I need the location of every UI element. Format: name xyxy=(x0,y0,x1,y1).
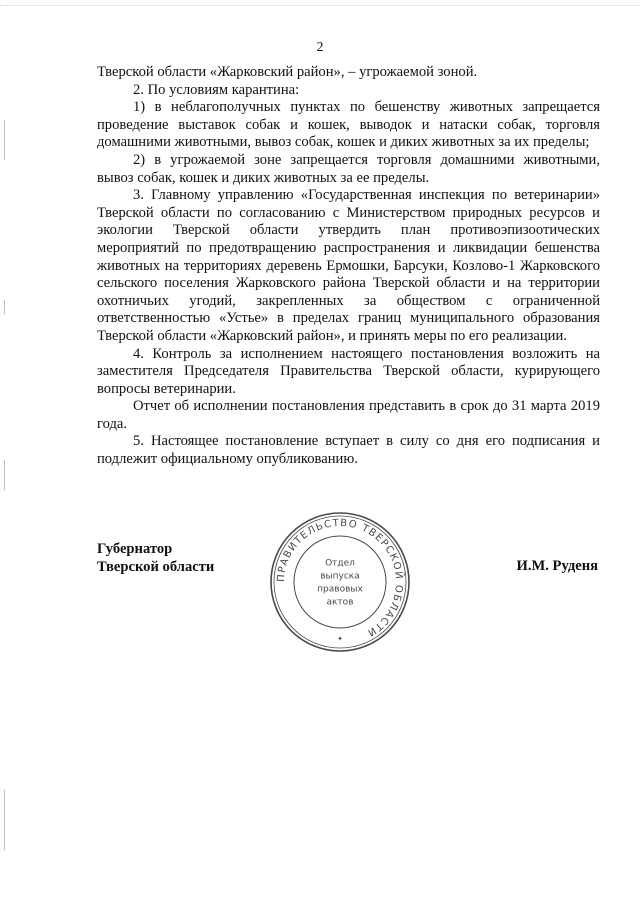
paragraph: Отчет об исполнении постановления представить в срок до 31 марта 2019 года. xyxy=(97,398,600,432)
signature-title xyxy=(97,541,214,576)
stamp-center-line: актов xyxy=(326,597,354,608)
stamp-ring-text: ПРАВИТЕЛЬСТВО ТВЕРСКОЙ ОБЛАСТИ xyxy=(275,517,405,639)
svg-text:✦: ✦ xyxy=(337,635,343,643)
paragraph: 5. Настоящее постановление вступает в силу со дня его подписания и подлежит официальному опубликованию. xyxy=(97,433,600,468)
scan-margin-mark xyxy=(4,790,5,850)
scan-edge-dots xyxy=(0,5,640,7)
page-number: 2 xyxy=(316,40,324,55)
paragraph: 2. По условиям карантина: xyxy=(133,81,300,98)
official-stamp xyxy=(268,510,412,654)
signer-name: И.М. Руденя xyxy=(516,558,598,574)
signature-title-line2: Тверской области xyxy=(97,558,215,575)
paragraph: 3. Главному управлению «Государственная инспекция по ветеринарии» Тверской области по согласованию с Министерством природных ресурсов и экологии Тверской области утвердить план противоэпизоотических мероприятий по предотвращению распространения и ликвидации бешенства животных на территориях деревень Ермошки, Барсуки, Козлово-1 Жарковского сельского поселения Жарковского района Тверской области и на территории охотничьих угодий, закрепленных за обществом с ограниченной ответственностью «Устье» в пределах границ муниципального образования Тверской области «Жарковский район», и принять меры по его реализации. xyxy=(97,187,600,344)
paragraph: Тверской области «Жарковский район», – угрожаемой зоной. xyxy=(97,64,478,80)
scan-margin-mark xyxy=(4,460,5,490)
document-body xyxy=(97,64,600,469)
stamp-center-line: Отдел xyxy=(325,558,355,569)
stamp-seal xyxy=(268,510,412,654)
paragraph: 4. Контроль за исполнением настоящего постановления возложить на заместителя Председателя Правительства Тверской области, курирующего вопросы ветеринарии. xyxy=(97,345,600,397)
scan-margin-mark xyxy=(4,120,5,160)
paragraph: 1) в неблагополучных пунктах по бешенству животных запрещается проведение выставок собак и кошек, выводок и натаски собак, торговля домашними животными, вывоз собак, кошек и диких животных за их пределы; xyxy=(97,99,600,151)
stamp-center-line: выпуска xyxy=(320,571,360,582)
paragraph: 2) в угрожаемой зоне запрещается торговля домашними животными, вывоз собак, кошек и диких животных за ее пределы. xyxy=(97,151,600,186)
signature-title-line1: Губернатор xyxy=(97,541,173,557)
stamp-center-line: правовых xyxy=(317,584,363,595)
scan-margin-mark xyxy=(4,300,5,314)
